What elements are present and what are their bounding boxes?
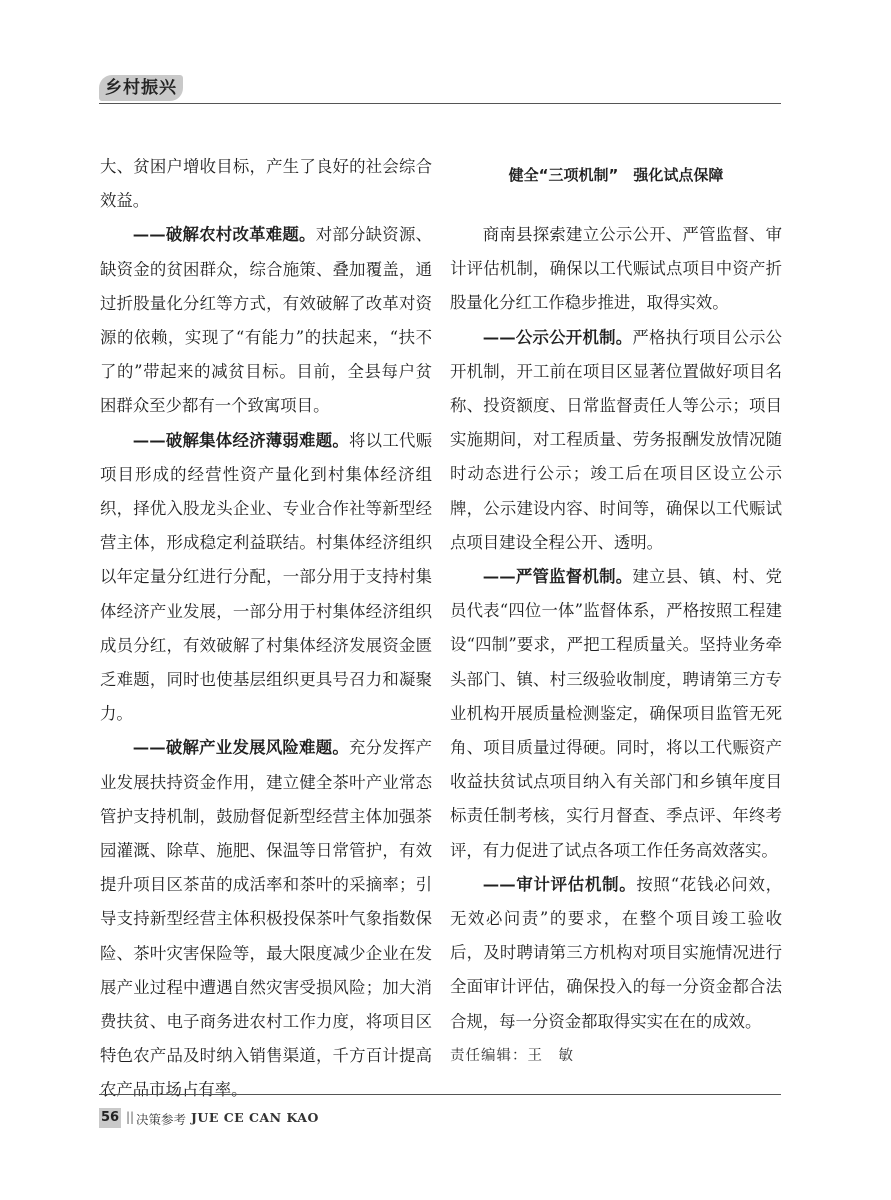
right-column bbox=[450, 150, 782, 1073]
paragraph-keyword: ——审计评估机制。 bbox=[482, 874, 637, 894]
paragraph-text: 严格执行项目公示公开机制，开工前在项目区显著位置做好项目名称、投资额度、日常监督责任人等公示；项目实施期间，对工程质量、劳务报酬发放情况随时动态进行公示；竣工后在项目区设立公示牌，公示建设内容、时间等，确保以工代赈试点项目建设全程公开、透明。 bbox=[450, 327, 783, 552]
paragraph-audit bbox=[450, 868, 782, 1039]
left-column bbox=[100, 150, 432, 1108]
paragraph-text: 充分发挥产业发展扶持资金作用，建立健全茶叶产业常态管护支持机制，鼓励督促新型经营主体加强茶园灌溉、除草、施肥、保温等日常管护，有效提升项目区茶苗的成活率和茶叶的采摘率；引导支持新型经营主体积极投保茶叶气象指数保险、茶叶灾害保险等，最大限度减少企业在发展产业过程中遭遇自然灾害受损风险；加大消费扶贫、电子商务进农村工作力度，将项目区特色农产品及时纳入销售渠道，千方百计提高农产品市场占有率。 bbox=[100, 738, 433, 1100]
paragraph-text: 将以工代赈项目形成的经营性资产量化到村集体经济组织，择优入股龙头企业、专业合作社等新型经营主体，形成稳定利益联结。村集体经济组织以年定量分红进行分配，一部分用于支持村集体经济产业发展，一部分用于村集体经济组织成员分红，有效破解了村集体经济发展资金匮乏难题，同时也使基层组织更具号召力和凝聚力。 bbox=[100, 430, 433, 724]
paragraph-keyword: ——破解农村改革难题。 bbox=[132, 225, 316, 245]
paragraph-continuation: 大、贫困户增收目标，产生了良好的社会综合效益。 bbox=[100, 157, 432, 211]
journal-name: 决策参考 bbox=[136, 1112, 187, 1127]
journal-pinyin: JUE CE CAN KAO bbox=[191, 1110, 319, 1125]
editor-credit: 责任编辑：王 敏 bbox=[450, 1047, 574, 1064]
section-tag: 乡村振兴 bbox=[99, 75, 183, 101]
footer-divider: || bbox=[126, 1110, 135, 1124]
paragraph-industry-risk bbox=[100, 731, 432, 1107]
page-number: 56 bbox=[99, 1108, 121, 1128]
paragraph-text: 按照“花钱必问效，无效必问责”的要求，在整个项目竣工验收后，及时聘请第三方机构对项目实施情况进行全面审计评估，确保投入的每一分资金都合法合规，每一分资金都取得实实在在的成效。 bbox=[450, 874, 782, 1031]
paragraph-keyword: ——破解产业发展风险难题。 bbox=[132, 738, 350, 758]
paragraph-text: 建立县、镇、村、党员代表“四位一体”监督体系，严格按照工程建设“四制”要求，严把工程质量关。坚持业务牵头部门、镇、村三级验收制度，聘请第三方专业机构开展质量检测鉴定，确保项目监管无死角、项目质量过得硬。同时，将以工代赈资产收益扶贫试点项目纳入有关部门和乡镇年度目标责任制考核，实行月督查、季点评、年终考评，有力促进了试点各项工作任务高效落实。 bbox=[450, 567, 783, 860]
header-rule bbox=[99, 103, 781, 104]
paragraph-keyword: ——公示公开机制。 bbox=[482, 327, 633, 347]
paragraph-public-disclosure bbox=[450, 321, 782, 560]
subheading-text: 健全“三项机制” 强化试点保障 bbox=[508, 166, 724, 184]
paragraph-rural-reform bbox=[100, 218, 432, 423]
paragraph-keyword: ——严管监督机制。 bbox=[482, 567, 633, 587]
paragraph-collective-economy bbox=[100, 424, 432, 732]
paragraph-text: 对部分缺资源、缺资金的贫困群众，综合施策、叠加覆盖，通过折股量化分红等方式，有效破解了改革对资源的依赖，实现了“有能力”的扶起来，“扶不了的”带起来的减贫目标。目前，全县每户贫困群众至少都有一个致寓项目。 bbox=[100, 225, 433, 416]
footer-rule bbox=[99, 1094, 781, 1095]
section-subheading bbox=[450, 150, 782, 218]
paragraph-keyword: ——破解集体经济薄弱难题。 bbox=[132, 430, 350, 450]
paragraph-intro: 商南县探索建立公示公开、严管监督、审计评估机制，确保以工代赈试点项目中资产折股量化分红工作稳步推进，取得实效。 bbox=[450, 225, 782, 313]
paragraph-supervision bbox=[450, 560, 782, 868]
